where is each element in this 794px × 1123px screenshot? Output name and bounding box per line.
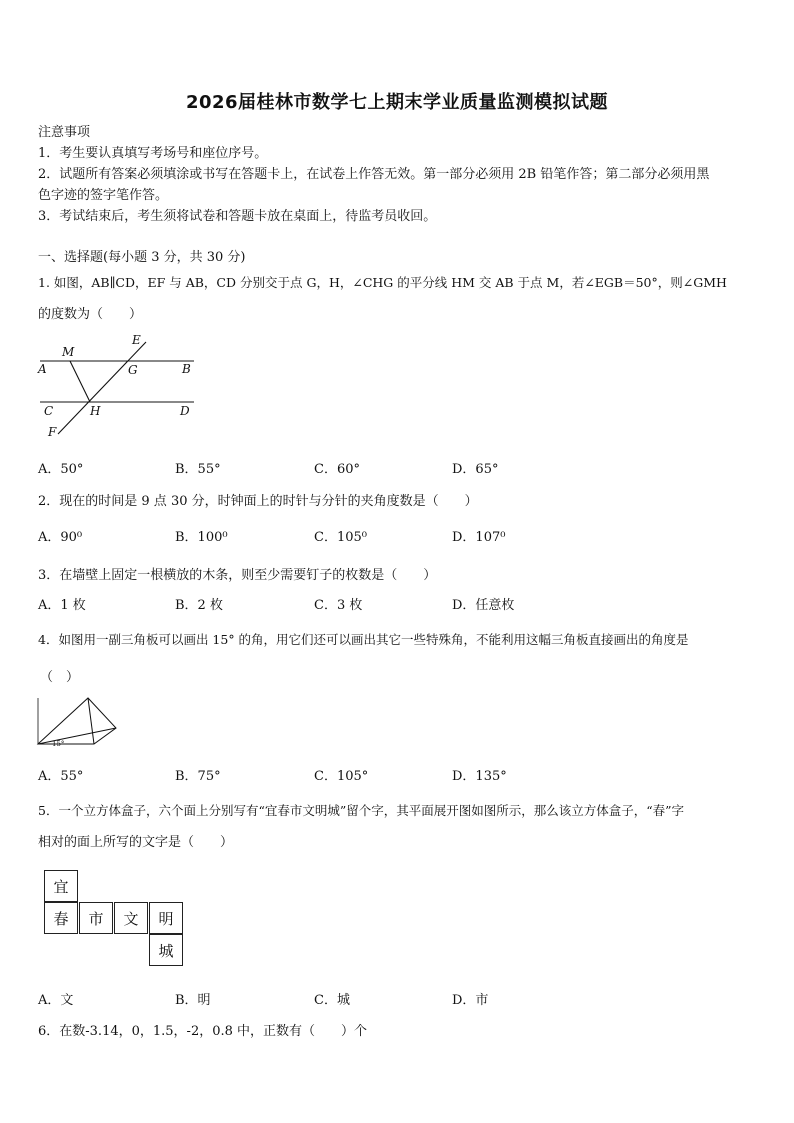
question-5-text: 5．一个立方体盒子，六个面上分别写有“宜春市文明城”留个字，其平面展开图如图所示，那么该立方体盒子，“春”字 [38, 803, 685, 818]
label-g: G [128, 363, 138, 377]
notice-heading: 注意事项 [38, 125, 91, 140]
label-c: C [44, 404, 54, 418]
q5-option-b: B．明 [175, 993, 211, 1008]
q1-option-c: C．60° [314, 462, 360, 477]
question-1-text: 1. 如图，AB∥CD，EF 与 AB，CD 分别交于点 G，H，∠CHG 的平分线 HM 交 AB 于点 M，若∠EGB＝50°，则∠GMH [38, 275, 727, 290]
question-6-text: 6．在数-3.14，0，1.5，-2，0.8 中，正数有（ ）个 [38, 1024, 368, 1039]
q2-option-c: C．105⁰ [314, 530, 367, 545]
net-cell: 宜 [44, 870, 78, 902]
net-cell: 明 [149, 902, 183, 934]
q1-option-a: A．50° [38, 462, 84, 477]
page-title: 2026届桂林市数学七上期末学业质量监测模拟试题 [185, 92, 609, 113]
question-5-text-cont: 相对的面上所写的文字是（ ） [38, 835, 234, 850]
question-4-text-cont: （ ） [40, 670, 80, 685]
q5-option-d: D．市 [452, 993, 489, 1008]
q4-option-a: A．55° [38, 769, 84, 784]
label-m: M [62, 345, 75, 359]
question-1-text-cont: 的度数为（ ） [38, 307, 143, 322]
q2-option-d: D．107⁰ [452, 530, 506, 545]
parallel-lines-figure [34, 330, 204, 440]
question-2-text: 2．现在的时间是 9 点 30 分，时钟面上的时针与分针的夹角度数是（ ） [38, 494, 478, 509]
net-cell: 市 [79, 902, 113, 934]
net-cell: 文 [114, 902, 148, 934]
q4-option-b: B．75° [175, 769, 221, 784]
label-a: A [38, 362, 47, 376]
triangle-rulers-figure [34, 692, 120, 748]
q4-option-c: C．105° [314, 769, 369, 784]
question-3-text: 3．在墙壁上固定一根横放的木条，则至少需要钉子的枚数是（ ） [38, 568, 437, 583]
label-b: B [182, 362, 191, 376]
q2-option-b: B．100⁰ [175, 530, 228, 545]
notice-item: 3．考试结束后，考生须将试卷和答题卡放在桌面上，待监考员收回。 [38, 209, 437, 224]
q3-option-a: A．1 枚 [38, 598, 86, 613]
label-e: E [132, 333, 141, 347]
label-d: D [180, 404, 190, 418]
section-heading: 一、选择题(每小题 3 分，共 30 分) [38, 250, 246, 265]
q4-option-d: D．135° [452, 769, 507, 784]
q3-option-d: D．任意枚 [452, 598, 515, 613]
q3-option-b: B．2 枚 [175, 598, 223, 613]
notice-item: 1．考生要认真填写考场号和座位序号。 [38, 146, 268, 161]
q1-option-b: B．55° [175, 462, 221, 477]
net-cell: 城 [149, 934, 183, 966]
angle-label-15: 15° [52, 740, 65, 748]
question-4-text: 4．如图用一副三角板可以画出 15° 的角，用它们还可以画出其它一些特殊角，不能利用这幅三角板直接画出的角度是 [38, 632, 689, 647]
q5-option-a: A．文 [38, 993, 74, 1008]
notice-item: 2．试题所有答案必须填涂或书写在答题卡上，在试卷上作答无效。第一部分必须用 2B 铅笔作答；第二部分必须用黑 [38, 167, 710, 182]
net-cell: 春 [44, 902, 78, 934]
cube-net-figure [44, 870, 186, 968]
q1-option-d: D．65° [452, 462, 499, 477]
label-h: H [90, 404, 101, 418]
notice-item: 色字迹的签字笔作答。 [38, 188, 169, 203]
q3-option-c: C．3 枚 [314, 598, 363, 613]
label-f: F [48, 425, 57, 439]
q2-option-a: A．90⁰ [38, 530, 83, 545]
q5-option-c: C．城 [314, 993, 350, 1008]
